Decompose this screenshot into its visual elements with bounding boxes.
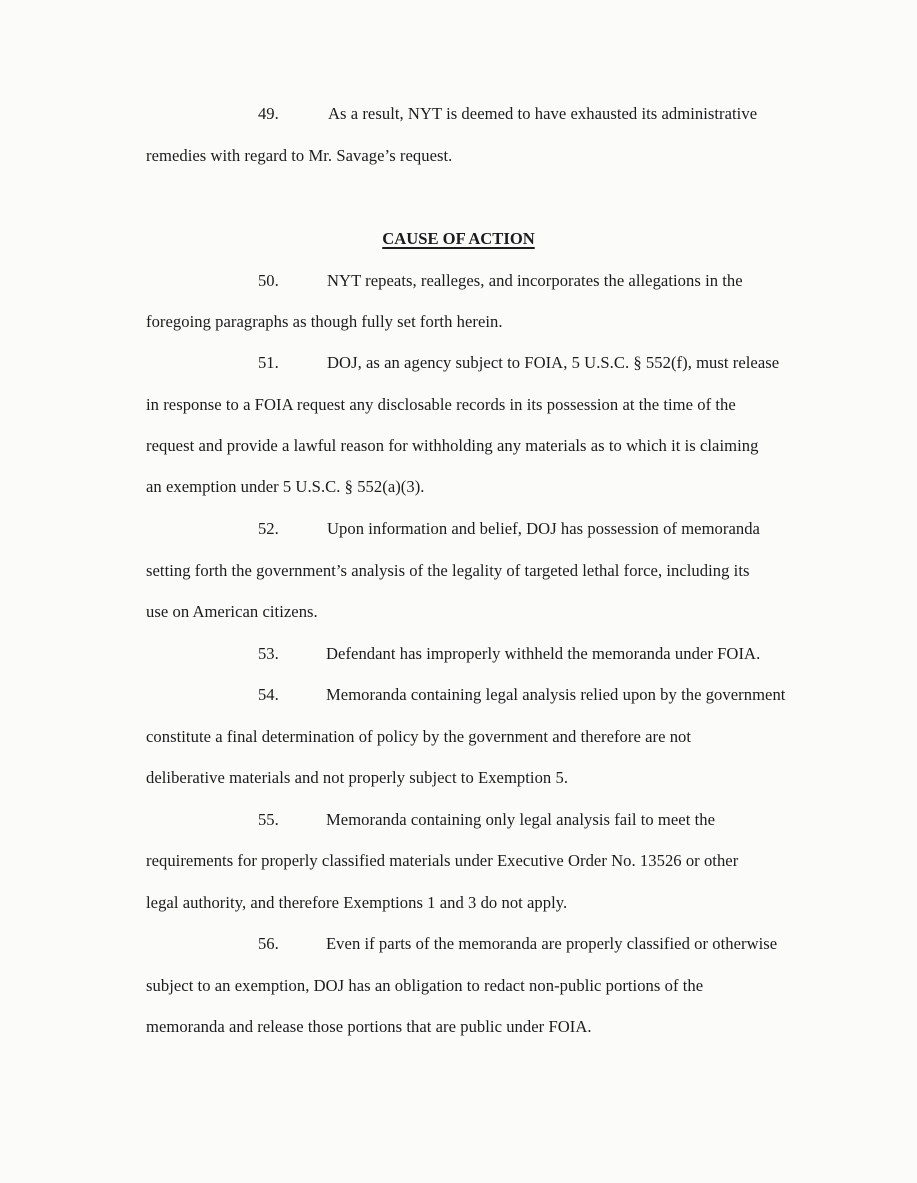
section-heading: CAUSE OF ACTION bbox=[382, 229, 535, 248]
paragraph-text-line: Even if parts of the memoranda are properly classified or otherwise bbox=[326, 934, 778, 953]
paragraph-number: 49. bbox=[258, 104, 279, 123]
paragraph-text-line: Defendant has improperly withheld the memoranda under FOIA. bbox=[326, 644, 761, 663]
paragraph-number: 54. bbox=[258, 685, 279, 704]
paragraph-text-line: memoranda and release those portions that are public under FOIA. bbox=[146, 1017, 592, 1036]
paragraph-text-line: requirements for properly classified materials under Executive Order No. 13526 or other bbox=[146, 851, 739, 870]
paragraph-text-line: an exemption under 5 U.S.C. § 552(a)(3). bbox=[146, 477, 425, 496]
paragraph-text-line: foregoing paragraphs as though fully set forth herein. bbox=[146, 312, 503, 331]
paragraph-text-line: NYT repeats, realleges, and incorporates the allegations in the bbox=[327, 271, 743, 290]
paragraph-text-line: As a result, NYT is deemed to have exhausted its administrative bbox=[328, 104, 758, 123]
paragraph-text-line: setting forth the government’s analysis of the legality of targeted lethal force, including its bbox=[146, 561, 750, 580]
paragraph-number: 52. bbox=[258, 519, 279, 538]
paragraph-text-line: remedies with regard to Mr. Savage’s request. bbox=[146, 146, 453, 165]
paragraph-text-line: legal authority, and therefore Exemptions 1 and 3 do not apply. bbox=[146, 893, 568, 912]
paragraph-number: 50. bbox=[258, 271, 279, 290]
paragraph-text-line: Memoranda containing only legal analysis fail to meet the bbox=[326, 810, 716, 829]
paragraph-text-line: in response to a FOIA request any disclosable records in its possession at the time of the bbox=[146, 395, 736, 414]
paragraph-text-line: request and provide a lawful reason for withholding any materials as to which it is claiming bbox=[146, 436, 759, 455]
paragraph-text-line: constitute a final determination of policy by the government and therefore are not bbox=[146, 727, 692, 746]
paragraph-number: 53. bbox=[258, 644, 279, 663]
paragraph-number: 55. bbox=[258, 810, 279, 829]
paragraph-number: 51. bbox=[258, 353, 279, 372]
paragraph-text-line: use on American citizens. bbox=[146, 602, 318, 621]
paragraph-text-line: DOJ, as an agency subject to FOIA, 5 U.S.C. § 552(f), must release bbox=[327, 353, 780, 372]
paragraph-text-line: subject to an exemption, DOJ has an obligation to redact non-public portions of the bbox=[146, 976, 704, 995]
paragraph-text-line: Memoranda containing legal analysis relied upon by the government bbox=[326, 685, 786, 704]
paragraph-number: 56. bbox=[258, 934, 279, 953]
paragraph-text-line: deliberative materials and not properly subject to Exemption 5. bbox=[146, 768, 569, 787]
paragraph-text-line: Upon information and belief, DOJ has possession of memoranda bbox=[327, 519, 760, 538]
